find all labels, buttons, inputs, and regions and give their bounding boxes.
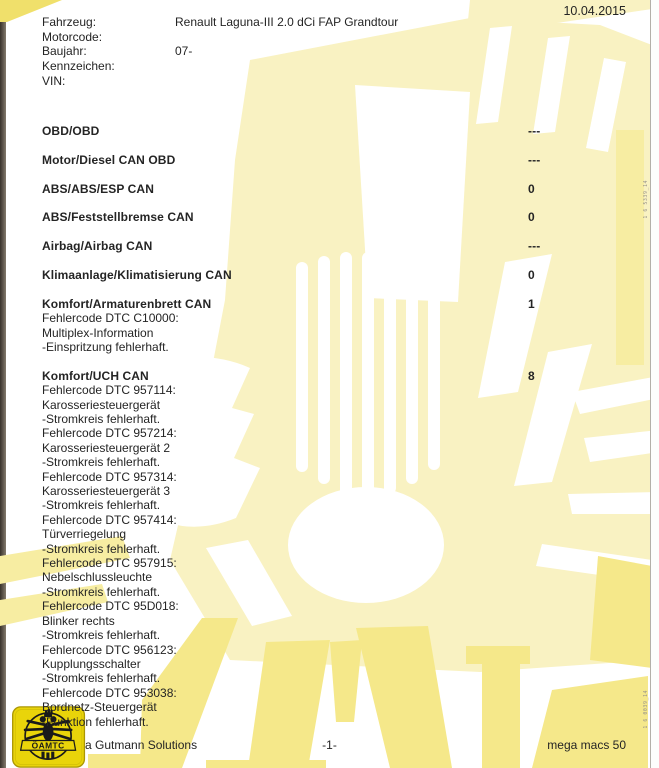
section-name: Komfort/UCH CAN 8 — [42, 368, 535, 383]
fault-detail-line: -Stromkreis fehlerhaft. — [42, 584, 161, 599]
footer-vendor: a Gutmann Solutions — [85, 738, 198, 752]
stamp-label: ÖAMTC — [31, 740, 65, 751]
vehicle-field-value: Renault Laguna-III 2.0 dCi FAP Grandtour — [175, 15, 399, 29]
fault-count: --- — [528, 239, 541, 254]
vehicle-row — [42, 74, 398, 89]
vehicle-row — [42, 15, 398, 30]
fault-detail-line: Türverriegelung — [42, 527, 127, 542]
fault-count: 1 — [528, 296, 535, 311]
fault-detail-line: Blinker rechts — [42, 613, 115, 628]
fault-count: 8 — [528, 368, 535, 383]
section-name: Motor/Diesel CAN OBD --- — [42, 152, 541, 167]
fault-detail-line: -Stromkreis fehlerhaft. — [42, 541, 161, 556]
diagnostic-section — [42, 182, 602, 196]
fault-detail-line: -Stromkreis fehlerhaft. — [42, 412, 161, 427]
vehicle-info — [42, 15, 398, 89]
fault-count: 0 — [528, 210, 535, 225]
fault-detail-line: -Funktion fehlerhaft. — [42, 714, 149, 729]
fault-detail-line: Karosseriesteuergerät 3 — [42, 484, 171, 499]
fault-detail-line: Nebelschlussleuchte — [42, 570, 153, 585]
diagnostic-section — [42, 239, 602, 253]
diagnostic-section — [42, 124, 602, 138]
fault-count: 0 — [528, 181, 535, 196]
section-name: Klimaanlage/Klimatisierung CAN 0 — [42, 267, 535, 282]
form-number-top: 1 6 5339_14 — [643, 180, 649, 219]
section-name: Komfort/Armaturenbrett CAN 1 — [42, 296, 535, 311]
diagnostic-sections — [42, 124, 602, 743]
vehicle-row — [42, 59, 398, 74]
fault-detail-line: Fehlercode DTC 957915: — [42, 556, 177, 571]
diagnostic-section — [42, 153, 602, 167]
fault-detail-line: -Stromkreis fehlerhaft. — [42, 671, 161, 686]
footer-device-name: mega macs 50 — [547, 738, 626, 752]
fault-count: 0 — [528, 267, 535, 282]
fault-detail-line: Multiplex-Information — [42, 325, 154, 340]
diagnostic-section — [42, 297, 602, 355]
vehicle-field-label: Fahrzeug: — [42, 15, 97, 29]
fault-count: --- — [528, 124, 541, 138]
fault-detail-line: -Stromkreis fehlerhaft. — [42, 628, 161, 643]
diagnostic-section — [42, 210, 602, 224]
section-name: ABS/Feststellbremse CAN 0 — [42, 210, 535, 225]
fault-detail-line: Karosseriesteuergerät — [42, 397, 161, 412]
footer-page-number: -1- — [322, 738, 337, 752]
section-name: ABS/ABS/ESP CAN 0 — [42, 181, 535, 196]
section-details — [42, 383, 602, 729]
fault-detail-line: Fehlercode DTC 953038: — [42, 685, 177, 700]
fault-detail-line: Fehlercode DTC C10000: — [42, 311, 179, 326]
fault-detail-line: -Stromkreis fehlerhaft. — [42, 455, 161, 470]
fault-detail-line: -Einspritzung fehlerhaft. — [42, 340, 169, 354]
fault-detail-line: Fehlercode DTC 957414: — [42, 512, 177, 527]
vehicle-field-value: 07- — [175, 44, 193, 59]
section-name: OBD/OBD --- — [42, 124, 541, 138]
fault-detail-line: Bordnetz-Steuergerät — [42, 700, 157, 715]
report-date: 10.04.2015 — [563, 4, 626, 18]
section-name: Airbag/Airbag CAN --- — [42, 239, 541, 254]
diagnostic-section — [42, 268, 602, 282]
scan-gutter — [651, 0, 659, 768]
vehicle-row — [42, 44, 398, 59]
vehicle-field-label: Baujahr: — [42, 44, 87, 59]
fault-detail-line: Fehlercode DTC 957214: — [42, 426, 177, 441]
vehicle-row — [42, 30, 398, 45]
section-details — [42, 311, 602, 354]
scan-edge-line — [650, 0, 651, 768]
form-number-bottom: 1 6 0039_14 — [643, 690, 649, 729]
fault-detail-line: Kupplungsschalter — [42, 656, 141, 671]
fault-detail-line: Karosseriesteuergerät 2 — [42, 440, 171, 455]
fault-detail-line: Fehlercode DTC 956123: — [42, 642, 177, 657]
fault-detail-line: Fehlercode DTC 95D018: — [42, 599, 179, 614]
diagnostic-section — [42, 369, 602, 729]
fault-detail-line: Fehlercode DTC 957314: — [42, 469, 177, 484]
vehicle-field-label: Motorcode: — [42, 29, 103, 44]
vehicle-field-label: Kennzeichen: — [42, 59, 115, 74]
fault-detail-line: Fehlercode DTC 957114: — [42, 383, 176, 398]
fault-count: --- — [528, 152, 541, 167]
vehicle-field-label: VIN: — [42, 73, 66, 88]
fault-detail-line: -Stromkreis fehlerhaft. — [42, 498, 161, 513]
